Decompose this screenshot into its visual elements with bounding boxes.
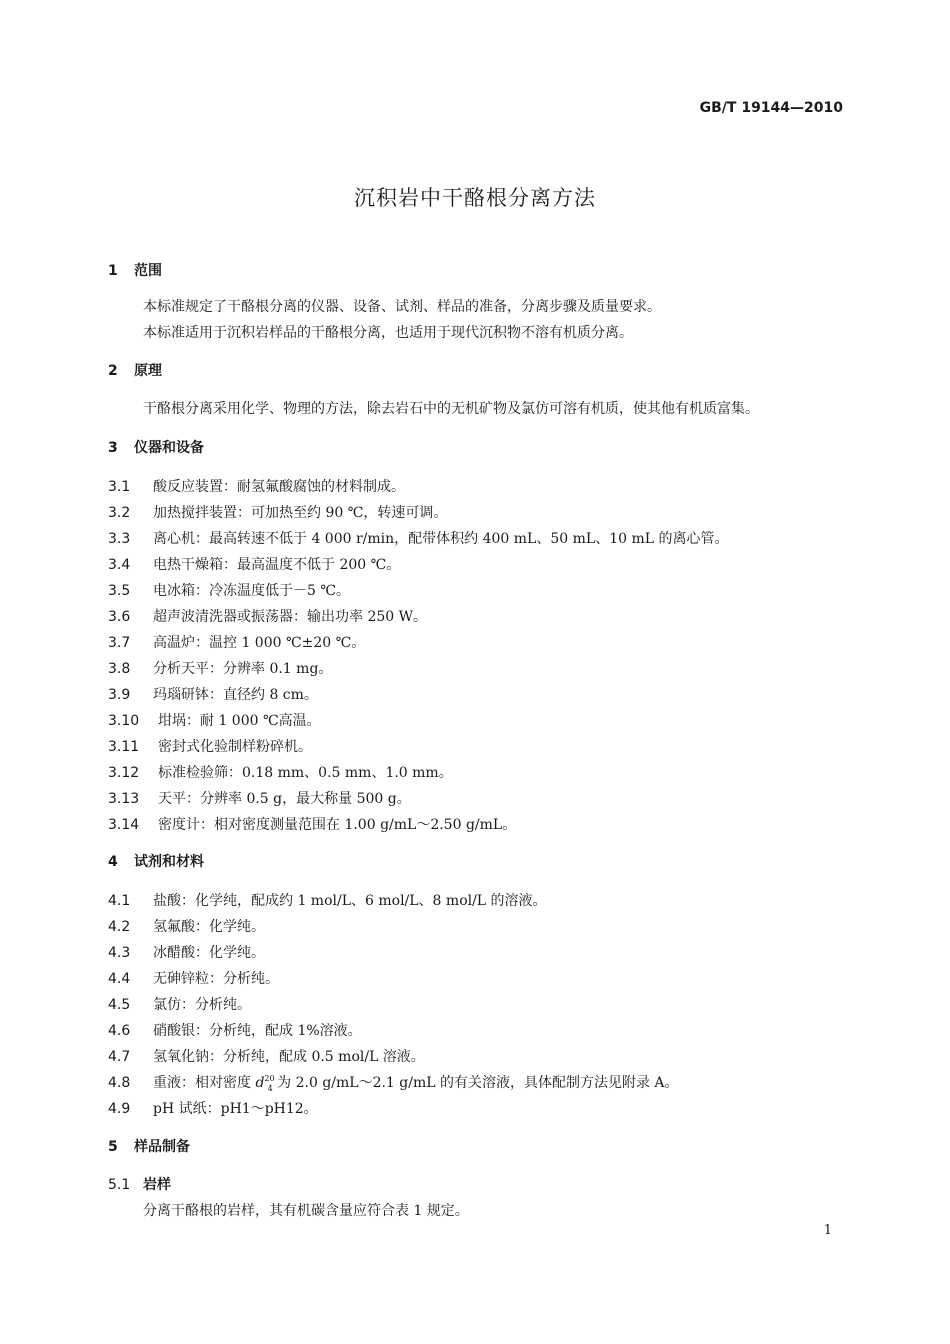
item-text: 酸反应装置：耐氢氟酸腐蚀的材料制成。: [153, 479, 405, 495]
paragraph: 本标准适用于沉积岩样品的干酪根分离，也适用于现代沉积物不溶有机质分离。: [143, 325, 633, 341]
section-title: 原理: [134, 363, 162, 379]
item-text: 无砷锌粒：分析纯。: [153, 971, 279, 987]
page-number: 1: [823, 1223, 832, 1238]
item-text: 玛瑙研钵：直径约 8 cm。: [153, 687, 318, 703]
item-text: 密封式化验制样粉碎机。: [158, 739, 312, 755]
subsection-5-1-heading: [108, 1174, 171, 1194]
list-item: [108, 762, 453, 782]
item-number: 3.2: [108, 505, 131, 521]
item-text: 坩埚：耐 1 000 ℃高温。: [158, 713, 321, 729]
list-item: [108, 580, 350, 600]
item-text: 密度计：相对密度测量范围在 1.00 g/mL～2.50 g/mL。: [158, 817, 517, 833]
list-item: [108, 632, 365, 652]
list-item: [108, 968, 279, 988]
list-item: [108, 788, 411, 808]
item-text: 氯仿：分析纯。: [153, 997, 251, 1013]
section-3-heading: [108, 437, 204, 457]
list-item: [108, 736, 312, 756]
item-text: 标准检验筛：0.18 mm、0.5 mm、1.0 mm。: [158, 765, 453, 781]
item-number: 4.7: [108, 1049, 131, 1065]
density-subscript: 4: [267, 1083, 273, 1093]
section-2-heading: [108, 360, 162, 380]
item-text-part: 为 2.0 g/mL～2.1 g/mL 的有关溶液，具体配制方法见附录 A。: [272, 1075, 679, 1091]
item-number: 3.7: [108, 635, 131, 651]
standard-number: GB/T 19144—2010: [699, 100, 843, 116]
section-number: 1: [108, 263, 118, 279]
section-number: 3: [108, 440, 118, 456]
density-symbol: d: [255, 1075, 265, 1091]
section-title: 试剂和材料: [134, 854, 204, 870]
item-text-part: 重液：相对密度: [153, 1075, 256, 1091]
item-number: 3.9: [108, 687, 131, 703]
item-text: 离心机：最高转速不低于 4 000 r/min，配带体积约 400 mL、50 mL、10 mL 的离心管。: [153, 531, 729, 547]
list-item: [108, 502, 447, 522]
list-item: [108, 554, 400, 574]
item-number: 4.5: [108, 997, 131, 1013]
section-number: 5: [108, 1139, 118, 1155]
document-title: 沉积岩中干酪根分离方法: [354, 186, 596, 210]
subsection-title: 岩样: [143, 1177, 171, 1193]
list-item: [108, 476, 405, 496]
item-text: 加热搅拌装置：可加热至约 90 ℃，转速可调。: [153, 505, 448, 521]
item-number: 4.2: [108, 919, 131, 935]
item-number: 3.5: [108, 583, 131, 599]
list-item: [108, 1098, 318, 1118]
section-5-heading: [108, 1136, 190, 1156]
list-item: [108, 890, 547, 910]
paragraph: 分离干酪根的岩样，其有机碳含量应符合表 1 规定。: [143, 1203, 469, 1219]
item-number: 4.9: [108, 1101, 131, 1117]
item-text: [153, 1075, 679, 1091]
section-number: 4: [108, 854, 118, 870]
paragraph: 本标准规定了干酪根分离的仪器、设备、试剂、样品的准备，分离步骤及质量要求。: [143, 299, 661, 315]
section-title: 样品制备: [134, 1139, 190, 1155]
list-item: [108, 942, 265, 962]
item-number: 3.13: [108, 791, 140, 807]
item-text: 电冰箱：冷冻温度低于－5 ℃。: [153, 583, 351, 599]
item-number: 4.8: [108, 1075, 131, 1091]
list-item: [108, 1072, 679, 1093]
section-title: 范围: [134, 263, 162, 279]
list-item: [108, 684, 318, 704]
item-text: 分析天平：分辨率 0.1 mg。: [153, 661, 333, 677]
item-number: 3.1: [108, 479, 131, 495]
section-1-heading: [108, 260, 162, 280]
item-number: 3.14: [108, 817, 140, 833]
item-number: 3.11: [108, 739, 140, 755]
item-text: 超声波清洗器或振荡器：输出功率 250 W。: [153, 609, 428, 625]
item-text: 电热干燥箱：最高温度不低于 200 ℃。: [153, 557, 401, 573]
item-number: 3.8: [108, 661, 131, 677]
list-item: [108, 528, 728, 548]
section-title: 仪器和设备: [134, 440, 204, 456]
item-number: 3.3: [108, 531, 131, 547]
section-number: 2: [108, 363, 118, 379]
list-item: [108, 658, 332, 678]
item-text: 天平：分辨率 0.5 g，最大称量 500 g。: [158, 791, 411, 807]
item-text: 盐酸：化学纯，配成约 1 mol/L、6 mol/L、8 mol/L 的溶液。: [153, 893, 547, 909]
item-text: 硝酸银：分析纯，配成 1%溶液。: [153, 1023, 362, 1039]
density-superscript: 20: [264, 1074, 275, 1083]
item-text: 高温炉：温控 1 000 ℃±20 ℃。: [153, 635, 366, 651]
item-text: 氢氧化钠：分析纯，配成 0.5 mol/L 溶液。: [153, 1049, 425, 1065]
item-number: 4.6: [108, 1023, 131, 1039]
list-item: [108, 994, 251, 1014]
list-item: [108, 814, 516, 834]
item-text: 冰醋酸：化学纯。: [153, 945, 265, 961]
subsection-number: 5.1: [108, 1177, 131, 1193]
item-number: 4.3: [108, 945, 131, 961]
item-number: 3.12: [108, 765, 140, 781]
item-text: pH 试纸：pH1～pH12。: [153, 1101, 318, 1117]
list-item: [108, 606, 427, 626]
paragraph: 干酪根分离采用化学、物理的方法，除去岩石中的无机矿物及氯仿可溶有机质，使其他有机质富集。: [143, 401, 759, 417]
item-number: 3.6: [108, 609, 131, 625]
item-text: 氢氟酸：化学纯。: [153, 919, 265, 935]
section-4-heading: [108, 851, 204, 871]
item-number: 4.1: [108, 893, 131, 909]
item-number: 3.10: [108, 713, 140, 729]
item-number: 3.4: [108, 557, 131, 573]
list-item: [108, 916, 265, 936]
list-item: [108, 1020, 362, 1040]
list-item: [108, 1046, 425, 1066]
list-item: [108, 710, 321, 730]
item-number: 4.4: [108, 971, 131, 987]
